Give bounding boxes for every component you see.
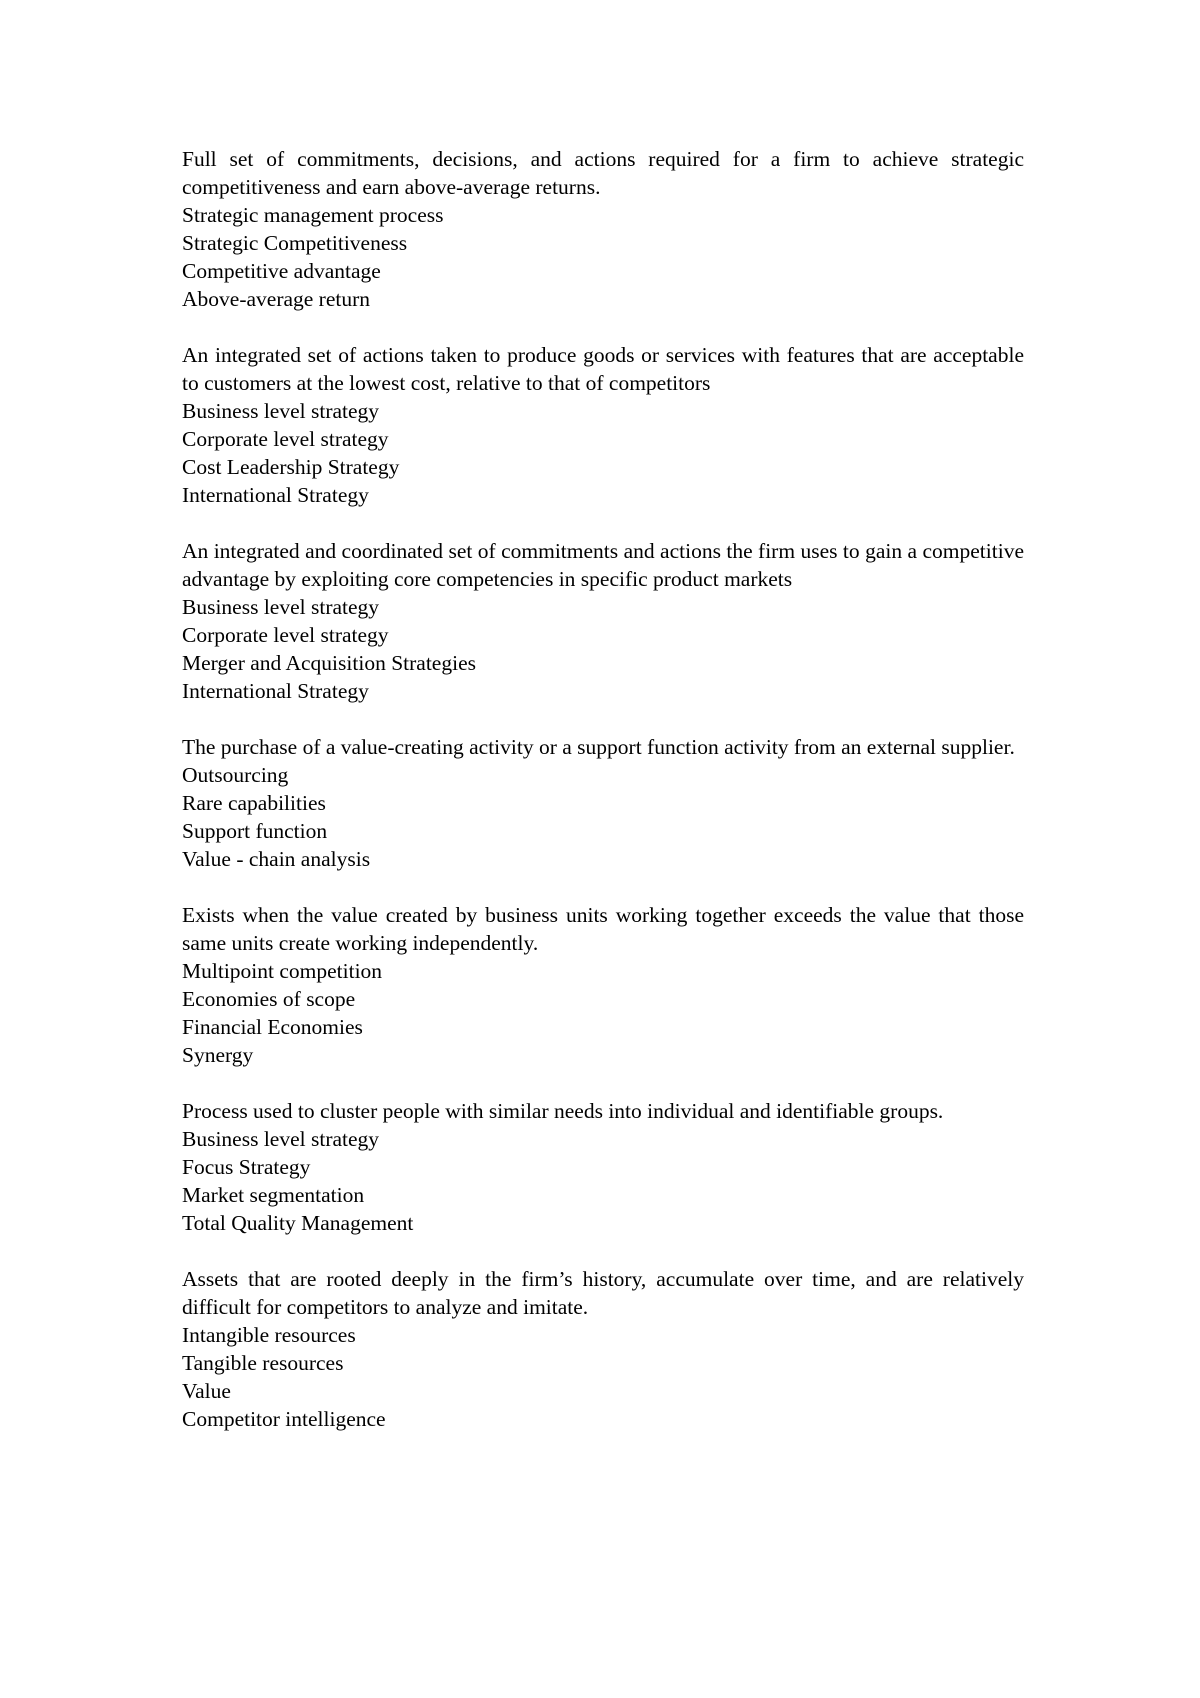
question-block: [182, 1097, 1024, 1237]
answer-option: Market segmentation: [182, 1183, 365, 1207]
answer-option: Focus Strategy: [182, 1155, 311, 1179]
answer-option: Rare capabilities: [182, 791, 326, 815]
question-prompt: Exists when the value created by business units working together exceeds the value that those same units create working independently.: [182, 903, 1024, 955]
question-prompt: An integrated set of actions taken to produce goods or services with features that are acceptable to customers at the lowest cost, relative to that of competitors: [182, 343, 1024, 395]
question-prompt: Process used to cluster people with similar needs into individual and identifiable groups.: [182, 1099, 944, 1123]
answer-options: [182, 593, 1024, 705]
question-block: [182, 733, 1024, 873]
answer-option: Above-average return: [182, 287, 371, 311]
question-prompt: An integrated and coordinated set of commitments and actions the firm uses to gain a competitive advantage by exploiting core competencies in specific product markets: [182, 539, 1024, 591]
answer-option: Multipoint competition: [182, 959, 383, 983]
answer-option: Business level strategy: [182, 595, 380, 619]
question-prompt: Full set of commitments, decisions, and actions required for a firm to achieve strategic competitiveness and earn above-average returns.: [182, 147, 1024, 199]
answer-option: International Strategy: [182, 679, 369, 703]
answer-option: Value: [182, 1379, 231, 1403]
answer-option: Support function: [182, 819, 328, 843]
answer-options: [182, 1125, 1024, 1237]
answer-option: Business level strategy: [182, 399, 380, 423]
answer-option: Synergy: [182, 1043, 254, 1067]
answer-option: Corporate level strategy: [182, 623, 389, 647]
question-prompt: The purchase of a value-creating activity or a support function activity from an external supplier.: [182, 735, 1015, 759]
document-body: [182, 145, 1024, 1461]
answer-option: Cost Leadership Strategy: [182, 455, 400, 479]
answer-options: [182, 957, 1024, 1069]
question-block: [182, 145, 1024, 313]
answer-option: Competitive advantage: [182, 259, 381, 283]
answer-option: Merger and Acquisition Strategies: [182, 651, 476, 675]
answer-option: Tangible resources: [182, 1351, 344, 1375]
answer-option: Value - chain analysis: [182, 847, 371, 871]
answer-option: Corporate level strategy: [182, 427, 389, 451]
question-block: [182, 341, 1024, 509]
answer-options: [182, 397, 1024, 509]
answer-option: Intangible resources: [182, 1323, 356, 1347]
question-block: [182, 901, 1024, 1069]
answer-option: Strategic Competitiveness: [182, 231, 408, 255]
answer-options: [182, 201, 1024, 313]
question-block: [182, 537, 1024, 705]
question-block: [182, 1265, 1024, 1433]
answer-option: Competitor intelligence: [182, 1407, 386, 1431]
answer-option: Strategic management process: [182, 203, 444, 227]
answer-options: [182, 761, 1024, 873]
answer-option: Financial Economies: [182, 1015, 363, 1039]
answer-option: Economies of scope: [182, 987, 356, 1011]
answer-option: Total Quality Management: [182, 1211, 414, 1235]
answer-option: International Strategy: [182, 483, 369, 507]
answer-options: [182, 1321, 1024, 1433]
answer-option: Outsourcing: [182, 763, 289, 787]
answer-option: Business level strategy: [182, 1127, 380, 1151]
question-prompt: Assets that are rooted deeply in the firm’s history, accumulate over time, and are relatively difficult for competitors to analyze and imitate.: [182, 1267, 1024, 1319]
